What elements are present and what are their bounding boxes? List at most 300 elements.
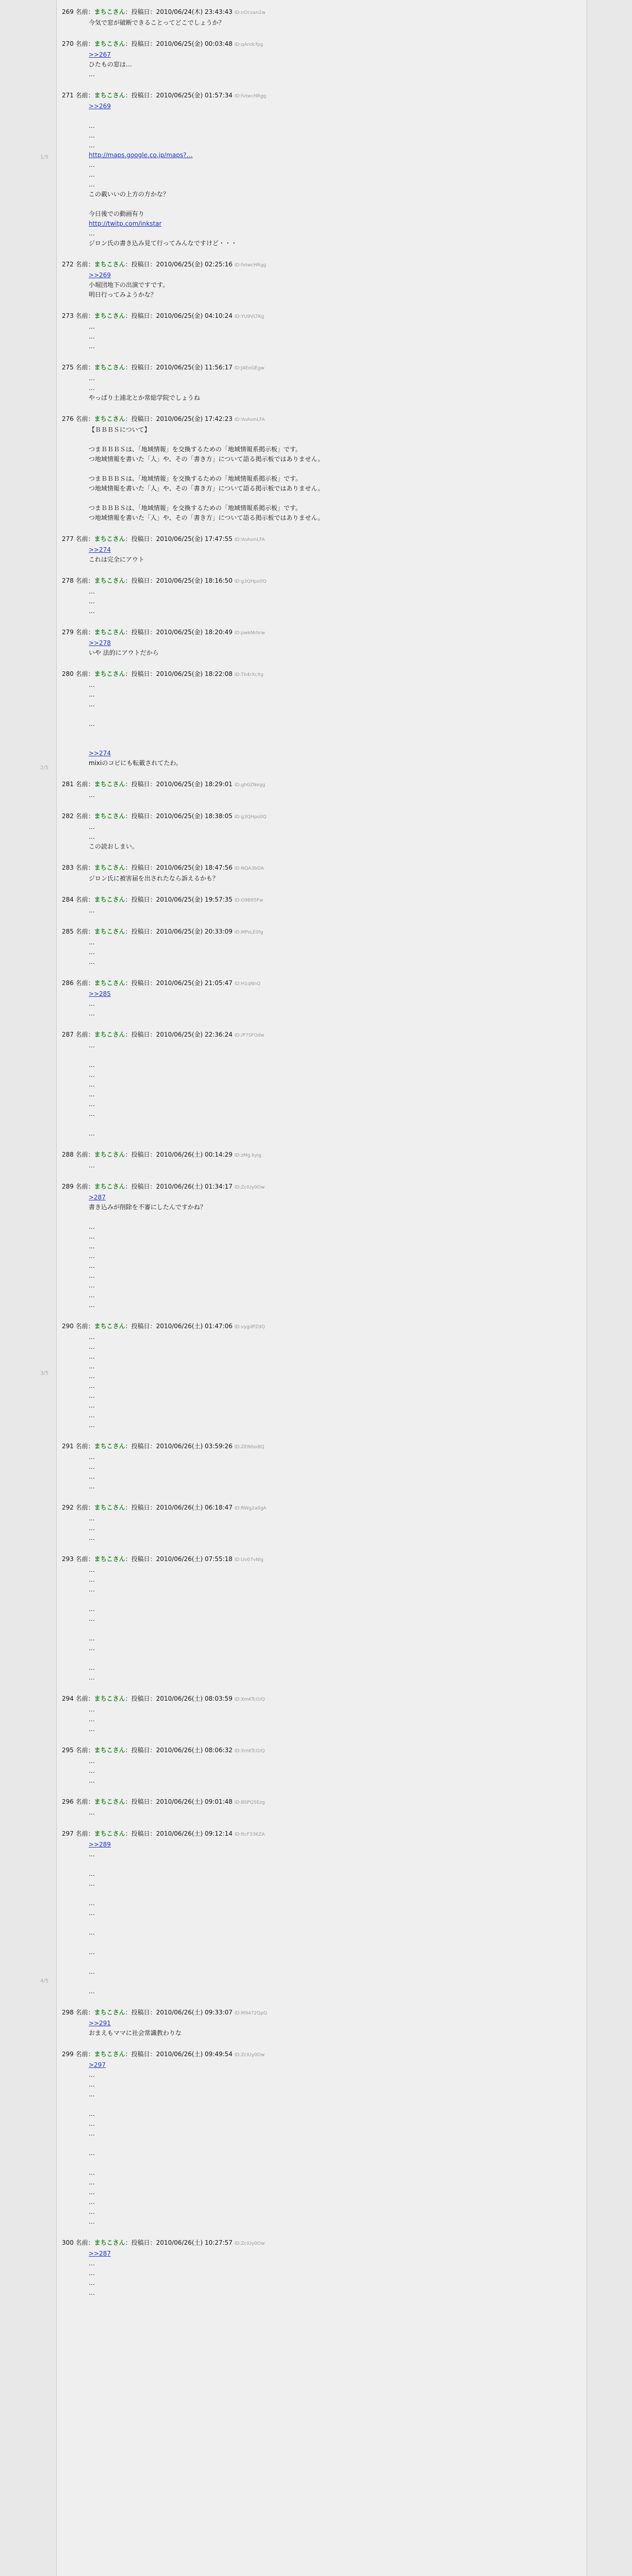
post-line: … xyxy=(89,2120,95,2127)
post xyxy=(62,39,577,79)
post-line: 小堀団地下の出演ですです。 xyxy=(89,281,169,289)
post-line: … xyxy=(89,323,95,330)
poster-id: ID:nOcxan2w xyxy=(234,10,265,15)
post-header: 294 名前：まちこさん：投稿日：2010/06/26(土) 08:03:59 ID:XmKTcO/Q xyxy=(62,1695,265,1702)
name-label: 名前： xyxy=(75,1183,94,1190)
posted-label: 投稿日： xyxy=(131,1323,156,1330)
post-line: … xyxy=(89,2091,95,2098)
post-body xyxy=(89,2019,577,2038)
post-line xyxy=(89,464,577,474)
post-number[interactable]: 290 xyxy=(62,1323,74,1330)
poster-name: まちこさん xyxy=(94,2050,125,2058)
post-header: 298 名前：まちこさん：投稿日：2010/06/26(土) 09:33:07 ID:M9472QpQ xyxy=(62,2009,268,2016)
post xyxy=(62,1030,577,1139)
poster-id: ID:gh0ZNegg xyxy=(234,783,265,788)
reply-anchor-link[interactable]: >>289 xyxy=(89,1841,111,1848)
reply-anchor-link[interactable]: >297 xyxy=(89,2061,106,2069)
name-label: 名前： xyxy=(75,535,94,543)
post-number[interactable]: 286 xyxy=(62,979,74,987)
post-number[interactable]: 285 xyxy=(62,928,74,935)
post-line xyxy=(89,729,577,739)
name-label: 名前： xyxy=(75,40,94,47)
post-number[interactable]: 289 xyxy=(62,1183,74,1190)
post-line: … xyxy=(89,1483,95,1490)
post xyxy=(62,414,577,523)
post-line: … xyxy=(89,1645,95,1652)
post xyxy=(62,2238,577,2298)
post-number[interactable]: 279 xyxy=(62,629,74,636)
post-header: 299 名前：まちこさん：投稿日：2010/06/26(土) 09:49:54 ID:ZcIUy0Ow xyxy=(62,2050,265,2058)
post-line: 書き込みが削除を不審にしたんですかね？ xyxy=(89,1204,207,1211)
post-number[interactable]: 288 xyxy=(62,1151,74,1158)
post-number[interactable]: 283 xyxy=(62,864,74,871)
post-line xyxy=(89,199,577,209)
post-line: つまＢＢＢＳは、「地域情報」を交換するための「地域情報系掲示板」です。 xyxy=(89,504,302,512)
post-header: 272 名前：まちこさん：投稿日：2010/06/25(金) 02:25:16 ID:fvtwcHRgg xyxy=(62,261,267,268)
post xyxy=(62,1321,577,1430)
post-line: … xyxy=(89,1042,95,1049)
post-date: 2010/06/25(金) 17:47:55 xyxy=(156,535,233,543)
poster-id: ID:VoAsmLFA xyxy=(234,537,265,543)
post-line: … xyxy=(89,2110,95,2117)
posted-label: 投稿日： xyxy=(131,2009,156,2016)
post-line: … xyxy=(89,1233,95,1240)
post-line: … xyxy=(89,1716,95,1723)
poster-name: まちこさん xyxy=(94,1798,125,1805)
post-number[interactable]: 292 xyxy=(62,1504,74,1511)
poster-name: まちこさん xyxy=(94,577,125,584)
posted-label: 投稿日： xyxy=(131,415,156,422)
name-label: 名前： xyxy=(75,896,94,903)
post-line: … xyxy=(89,1453,95,1461)
left-gutter xyxy=(0,0,56,2576)
post-body xyxy=(89,989,577,1019)
post-line: ジロン氏の書き込み見て行ってみんなですけど・・・ xyxy=(89,240,238,247)
post-line: 明日行ってみようかな？ xyxy=(89,291,157,298)
reply-anchor-link[interactable]: >>274 xyxy=(89,546,111,553)
posted-label: 投稿日： xyxy=(131,40,156,47)
post-date: 2010/06/25(金) 18:29:01 xyxy=(156,781,233,788)
page-marker: 1/5 xyxy=(40,155,49,160)
post-line: … xyxy=(89,1463,95,1470)
post-line xyxy=(89,1624,577,1634)
post-header: 300 名前：まちこさん：投稿日：2010/06/26(土) 10:27:57 ID:ZcIUy0Ow xyxy=(62,2239,265,2246)
posted-label: 投稿日： xyxy=(131,812,156,820)
post-body xyxy=(89,50,577,79)
post-date: 2010/06/26(土) 09:49:54 xyxy=(156,2050,233,2058)
post-line: … xyxy=(89,171,95,178)
post-line: … xyxy=(89,2071,95,2078)
name-label: 名前： xyxy=(75,261,94,268)
poster-name: まちこさん xyxy=(94,781,125,788)
post-line: … xyxy=(89,343,95,350)
post xyxy=(62,576,577,616)
post-line: … xyxy=(89,2149,95,2157)
post-body xyxy=(89,790,577,800)
poster-id: ID:XmKTcO/Q xyxy=(234,1749,265,1754)
post-line xyxy=(89,1977,577,1987)
name-label: 名前： xyxy=(75,312,94,319)
reply-anchor-link[interactable]: >>274 xyxy=(89,750,111,757)
post-header: 285 名前：まちこさん：投稿日：2010/06/25(金) 20:33:09 ID:MPsLE0fg xyxy=(62,928,263,935)
post-date: 2010/06/25(金) 22:36:24 xyxy=(156,1031,233,1038)
post-line: … xyxy=(89,1071,95,1078)
post-line: この読おしまい。 xyxy=(89,843,139,850)
post xyxy=(62,260,577,300)
post-line: … xyxy=(89,598,95,605)
posted-label: 投稿日： xyxy=(131,312,156,319)
post-line: … xyxy=(89,2269,95,2277)
poster-id: ID:BSPQ5Ezg xyxy=(234,1800,265,1805)
post-line xyxy=(89,435,577,445)
poster-name: まちこさん xyxy=(94,1747,125,1754)
post-number[interactable]: 278 xyxy=(62,577,74,584)
name-label: 名前： xyxy=(75,1830,94,1837)
post-number[interactable]: 294 xyxy=(62,1695,74,1702)
post-header: 278 名前：まちこさん：投稿日：2010/06/25(金) 18:16:50 ID:g3QHpo0Q xyxy=(62,577,267,584)
post-number[interactable]: 269 xyxy=(62,8,74,15)
post-line: … xyxy=(89,1615,95,1622)
post-date: 2010/06/25(金) 18:38:05 xyxy=(156,812,233,820)
post-line: … xyxy=(89,1851,95,1858)
posted-label: 投稿日： xyxy=(131,1555,156,1563)
posted-label: 投稿日： xyxy=(131,2050,156,2058)
post-line: … xyxy=(89,1162,95,1169)
post-line: ジロン氏に被害届を出されたなら訴えるかも？ xyxy=(89,875,219,882)
post-line: … xyxy=(89,1473,95,1480)
poster-id: ID:XmKTcO/Q xyxy=(234,1697,265,1702)
post-date: 2010/06/26(土) 06:18:47 xyxy=(156,1504,233,1511)
post-line: … xyxy=(89,375,95,382)
post-line xyxy=(89,1050,577,1060)
posted-label: 投稿日： xyxy=(131,261,156,268)
post-date: 2010/06/25(金) 02:25:16 xyxy=(156,261,233,268)
post-body xyxy=(89,374,577,403)
post xyxy=(62,1503,577,1543)
poster-name: まちこさん xyxy=(94,629,125,636)
post-line: … xyxy=(89,1333,95,1341)
post-number[interactable]: 291 xyxy=(62,1443,74,1450)
post-header: 283 名前：まちこさん：投稿日：2010/06/25(金) 18:47:56 ID:NQA3bOA xyxy=(62,864,264,871)
post-line: … xyxy=(89,1515,95,1522)
post-line: … xyxy=(89,1081,95,1088)
post-line: … xyxy=(89,1091,95,1098)
post-header: 273 名前：まちこさん：投稿日：2010/06/25(金) 04:10:24 ID:YU9VLTKg xyxy=(62,312,264,319)
posted-label: 投稿日： xyxy=(131,864,156,871)
name-label: 名前： xyxy=(75,781,94,788)
reply-anchor-link[interactable]: >>287 xyxy=(89,2250,111,2257)
posted-label: 投稿日： xyxy=(131,1747,156,1754)
post-line: … xyxy=(89,607,95,615)
poster-id: ID:J4EoGEgw xyxy=(234,366,264,371)
post-body xyxy=(89,938,577,967)
posted-label: 投稿日： xyxy=(131,979,156,987)
post xyxy=(62,7,577,28)
name-label: 名前： xyxy=(75,577,94,584)
poster-id: ID:H1qNnQ xyxy=(234,981,261,987)
post xyxy=(62,628,577,658)
post xyxy=(62,2049,577,2227)
post-number[interactable]: 271 xyxy=(62,92,74,99)
reply-anchor-link[interactable]: >>269 xyxy=(89,272,111,279)
reply-anchor-link[interactable]: >>291 xyxy=(89,2020,111,2027)
poster-id: ID:Tb4rXcXg xyxy=(234,672,264,677)
name-label: 名前： xyxy=(75,2009,94,2016)
post-body xyxy=(89,101,577,248)
post-body xyxy=(89,1041,577,1139)
post-line: … xyxy=(89,181,95,188)
post-header: 287 名前：まちこさん：投稿日：2010/06/25(金) 22:36:24 ID:/P7SFOdw xyxy=(62,1031,264,1038)
posted-label: 投稿日： xyxy=(131,1830,156,1837)
post-url-link[interactable]: http://twitp.com/inkstar xyxy=(89,220,162,227)
post-line: … xyxy=(89,1605,95,1613)
post-line: … xyxy=(89,1586,95,1593)
post xyxy=(62,1797,577,1818)
post-line: … xyxy=(89,1223,95,1230)
post-line: … xyxy=(89,691,95,698)
post-line: … xyxy=(89,1363,95,1370)
poster-id: ID:O9B85Fw xyxy=(234,898,263,903)
post-body xyxy=(89,1161,577,1171)
posted-label: 投稿日： xyxy=(131,1183,156,1190)
thread-list xyxy=(57,0,587,2298)
post-line xyxy=(89,1212,577,1222)
post-line xyxy=(89,2158,577,2168)
post-body xyxy=(89,322,577,351)
post-number[interactable]: 270 xyxy=(62,40,74,47)
post-line: この載いいの上方の方かな？ xyxy=(89,191,170,198)
post-number[interactable]: 276 xyxy=(62,415,74,422)
post-number[interactable]: 299 xyxy=(62,2050,74,2058)
poster-name: まちこさん xyxy=(94,1443,125,1450)
poster-name: まちこさん xyxy=(94,92,125,99)
name-label: 名前： xyxy=(75,415,94,422)
poster-name: まちこさん xyxy=(94,364,125,371)
post-line: … xyxy=(89,1272,95,1279)
post xyxy=(62,1694,577,1734)
post-line: … xyxy=(89,1767,95,1774)
posted-label: 投稿日： xyxy=(131,629,156,636)
posted-label: 投稿日： xyxy=(131,2239,156,2246)
post-body xyxy=(89,906,577,916)
reply-anchor-link[interactable]: >>278 xyxy=(89,639,111,647)
post-line: … xyxy=(89,1262,95,1269)
post-number[interactable]: 277 xyxy=(62,535,74,543)
post-line: … xyxy=(89,1353,95,1360)
reply-anchor-link[interactable]: >>269 xyxy=(89,103,111,110)
poster-id: ID:g3QHpo0Q xyxy=(234,579,267,584)
post-line: … xyxy=(89,1412,95,1419)
post-line xyxy=(89,1957,577,1967)
posted-label: 投稿日： xyxy=(131,928,156,935)
post-line: … xyxy=(89,1110,95,1117)
post-line: … xyxy=(89,681,95,688)
post-line: … xyxy=(89,1100,95,1108)
post-date: 2010/06/25(金) 18:22:08 xyxy=(156,670,233,677)
post-number[interactable]: 281 xyxy=(62,781,74,788)
name-label: 名前： xyxy=(75,92,94,99)
poster-id: ID:g3QHpo0Q xyxy=(234,815,267,820)
post-line: … xyxy=(89,1929,95,1936)
post-line: やっぱり土浦北とか常総学院でしょうね xyxy=(89,394,201,401)
post-line: いや 法的にアウトだから xyxy=(89,649,159,656)
post xyxy=(62,1829,577,1996)
post-line: … xyxy=(89,1948,95,1956)
post-line: … xyxy=(89,1664,95,1671)
post-date: 2010/06/25(金) 18:16:50 xyxy=(156,577,233,584)
post xyxy=(62,895,577,916)
post-line: … xyxy=(89,1252,95,1260)
post-header: 292 名前：まちこさん：投稿日：2010/06/26(土) 06:18:47 ID:RWg2a0gA xyxy=(62,1504,267,1511)
posted-label: 投稿日： xyxy=(131,670,156,677)
post-header: 284 名前：まちこさん：投稿日：2010/06/25(金) 19:57:35 ID:O9B85Fw xyxy=(62,896,263,903)
post-line xyxy=(89,1595,577,1604)
post-line: … xyxy=(89,2179,95,2186)
name-label: 名前： xyxy=(75,1747,94,1754)
post-number[interactable]: 295 xyxy=(62,1747,74,1754)
posted-label: 投稿日： xyxy=(131,1798,156,1805)
post-number[interactable]: 284 xyxy=(62,896,74,903)
page-marker: 3/5 xyxy=(40,1370,49,1376)
name-label: 名前： xyxy=(75,1555,94,1563)
post-number[interactable]: 282 xyxy=(62,812,74,820)
post-line xyxy=(89,1653,577,1663)
name-label: 名前： xyxy=(75,1151,94,1158)
post-line: … xyxy=(89,1301,95,1309)
post-number[interactable]: 273 xyxy=(62,312,74,319)
post-date: 2010/06/25(金) 21:05:47 xyxy=(156,979,233,987)
post-line: … xyxy=(89,1534,95,1541)
poster-id: ID:RcF33KZA xyxy=(234,1832,265,1837)
page-marker: 4/5 xyxy=(40,1978,49,1984)
poster-name: まちこさん xyxy=(94,261,125,268)
post-line xyxy=(89,494,577,503)
post-line: 【ＢＢＢＳについて】 xyxy=(89,426,151,433)
reply-anchor-link[interactable]: >>267 xyxy=(89,51,111,58)
post-date: 2010/06/25(金) 01:57:34 xyxy=(156,92,233,99)
post-line: ひたもの窓は… xyxy=(89,61,132,68)
post-header: 289 名前：まちこさん：投稿日：2010/06/26(土) 01:34:17 ID:ZcIUy0Ow xyxy=(62,1183,265,1190)
post-line: … xyxy=(89,907,95,914)
post-url-link[interactable]: http://maps.google.co.jp/maps?… xyxy=(89,151,193,159)
post xyxy=(62,779,577,800)
post-line: … xyxy=(89,2189,95,2196)
post-number[interactable]: 272 xyxy=(62,261,74,268)
post-date: 2010/06/26(土) 08:03:59 xyxy=(156,1695,233,1702)
post-header: 269 名前：まちこさん：投稿日：2010/06/24(木) 23:43:43 ID:nOcxan2w xyxy=(62,8,265,15)
post-body xyxy=(89,545,577,565)
post-line: … xyxy=(89,1282,95,1289)
poster-id: ID:pwkMrhrw xyxy=(234,631,265,636)
post-line xyxy=(89,1859,577,1869)
thread-frame xyxy=(56,0,587,2576)
name-label: 名前： xyxy=(75,364,94,371)
name-label: 名前： xyxy=(75,629,94,636)
post xyxy=(62,2008,577,2038)
post xyxy=(62,927,577,967)
post-line: … xyxy=(89,2289,95,2296)
poster-name: まちこさん xyxy=(94,1830,125,1837)
name-label: 名前： xyxy=(75,1798,94,1805)
post-number[interactable]: 297 xyxy=(62,1830,74,1837)
reply-anchor-link[interactable]: >>285 xyxy=(89,990,111,997)
poster-name: まちこさん xyxy=(94,670,125,677)
post-line: … xyxy=(89,1968,95,1975)
post-line: … xyxy=(89,720,95,727)
post-line: … xyxy=(89,1010,95,1017)
post-body xyxy=(89,1514,577,1543)
post-number[interactable]: 280 xyxy=(62,670,74,677)
poster-name: まちこさん xyxy=(94,2009,125,2016)
post-line xyxy=(89,709,577,719)
name-label: 名前： xyxy=(75,1443,94,1450)
poster-id: ID:MPsLE0fg xyxy=(234,930,263,935)
posted-label: 投稿日： xyxy=(131,1151,156,1158)
post-line: … xyxy=(89,2130,95,2137)
posted-label: 投稿日： xyxy=(131,8,156,15)
name-label: 名前： xyxy=(75,979,94,987)
poster-name: まちこさん xyxy=(94,2239,125,2246)
post-number[interactable]: 287 xyxy=(62,1031,74,1038)
poster-name: まちこさん xyxy=(94,1323,125,1330)
post-line: … xyxy=(89,1343,95,1350)
post-header: 291 名前：まちこさん：投稿日：2010/06/26(土) 03:59:26 ID:ZEN0oi8Q xyxy=(62,1443,264,1450)
post-header: 271 名前：まちこさん：投稿日：2010/06/25(金) 01:57:34 ID:fvtwcHRgg xyxy=(62,92,267,99)
poster-id: ID:VoAsmLFA xyxy=(234,417,265,422)
post-number[interactable]: 300 xyxy=(62,2239,74,2246)
poster-id: ID:Uv07vNlg xyxy=(234,1557,264,1563)
post-line: … xyxy=(89,948,95,956)
page-marker: 2/5 xyxy=(40,765,49,771)
post-line: つまＢＢＢＳは、「地域情報」を交換するための「地域情報系掲示板」です。 xyxy=(89,475,302,482)
post-header: 270 名前：まちこさん：投稿日：2010/06/25(金) 00:03:48 ID:qAndcfpg xyxy=(62,40,263,47)
post-line xyxy=(89,1918,577,1928)
post-line: … xyxy=(89,1809,95,1816)
post xyxy=(62,91,577,248)
poster-id: ID:fvtwcHRgg xyxy=(234,263,267,268)
post-line: つ地域情報を書いた「人」や、その「書き方」について語る掲示板ではありません。 xyxy=(89,514,324,521)
post xyxy=(62,363,577,403)
poster-id: ID:zMg.kyig xyxy=(234,1153,261,1158)
post-line: … xyxy=(89,939,95,946)
post-line: … xyxy=(89,1372,95,1380)
post-number[interactable]: 296 xyxy=(62,1798,74,1805)
name-label: 名前： xyxy=(75,1504,94,1511)
post-header: 297 名前：まちこさん：投稿日：2010/06/26(土) 09:12:14 ID:RcF33KZA xyxy=(62,1830,265,1837)
post-number[interactable]: 275 xyxy=(62,364,74,371)
post-date: 2010/06/26(土) 09:12:14 xyxy=(156,1830,233,1837)
post-number[interactable]: 298 xyxy=(62,2009,74,2016)
post-line: つまＢＢＢＳは、「地域情報」を交換するための「地域情報系掲示板」です。 xyxy=(89,446,302,453)
post-line: … xyxy=(89,823,95,831)
post-line: … xyxy=(89,1000,95,1007)
post-line xyxy=(89,1119,577,1129)
post-line: … xyxy=(89,1061,95,1069)
post-header: 293 名前：まちこさん：投稿日：2010/06/26(土) 07:55:18 ID:Uv07vNlg xyxy=(62,1555,264,1563)
poster-id: ID:M9472QpQ xyxy=(234,2011,268,2016)
post-header: 280 名前：まちこさん：投稿日：2010/06/25(金) 18:22:08 ID:Tb4rXcXg xyxy=(62,670,264,677)
post-number[interactable]: 293 xyxy=(62,1555,74,1563)
reply-anchor-link[interactable]: >287 xyxy=(89,1194,106,1201)
post-body xyxy=(89,1840,577,1996)
post-line: … xyxy=(89,384,95,392)
post xyxy=(62,311,577,351)
post-line: … xyxy=(89,161,95,168)
post xyxy=(62,1554,577,1683)
post-line: … xyxy=(89,2218,95,2225)
post-line xyxy=(89,2139,577,2148)
post-line: つ地域情報を書いた「人」や、その「書き方」について語る掲示板ではありません。 xyxy=(89,455,324,463)
